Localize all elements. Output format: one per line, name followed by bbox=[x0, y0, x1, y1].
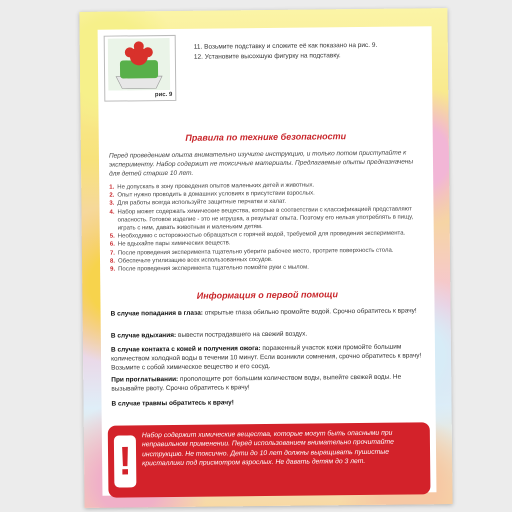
warning-text: Набор содержит химические вещества, которые могут быть опасными при неправильном применении. Перед использованием внимательно прочитайте инструкцию. Не токсично. Дети до 10 лет должны выращивать пушистые кристаллики под присмотром взрослых. Не давать детям до 3 лет. bbox=[141, 429, 394, 468]
first-aid-text: вывести пострадавшего на свежий воздух. bbox=[177, 330, 308, 339]
assembly-steps bbox=[194, 41, 378, 63]
rule-text: Необходимо с осторожностью обращаться с горячей водой, требуемой для проведения эксперимента. bbox=[117, 230, 406, 240]
first-aid-text: открытые глаза обильно промойте водой. Срочно обратитесь к врачу! bbox=[204, 307, 417, 317]
warning-box bbox=[108, 422, 431, 497]
rule-text: Не вдыхайте пары химических веществ. bbox=[117, 240, 231, 248]
rule-number: 9. bbox=[110, 266, 116, 273]
rule-number: 5. bbox=[109, 233, 115, 240]
first-aid-skin bbox=[111, 342, 425, 372]
safety-rule bbox=[109, 205, 423, 233]
rule-number: 6. bbox=[109, 242, 115, 249]
first-aid-lead: В случае травмы обратитесь к врачу! bbox=[111, 399, 234, 408]
first-aid-title: Информация о первой помощи bbox=[196, 289, 339, 301]
rule-text: Для работы всегда используйте защитные перчатки и халат. bbox=[117, 199, 287, 207]
safety-intro: Перед проведением опыта внимательно изучите инструкцию, и только потом приступайте к эксперименту. Набор содержит не токсичные материалы. Предлагаемые опыты предназначены для детей старше 10 лет. bbox=[108, 149, 414, 178]
safety-rules-list bbox=[109, 180, 424, 274]
first-aid-lead: В случае попадания в глаза: bbox=[110, 309, 204, 318]
first-aid-text: пораженный участок кожи промойте большим количеством холодной воды в течении 10 минут. Если возникли сомнения, срочно обратитесь к врачу! Возьмите с собой химическое вещество и его сосуд. bbox=[111, 343, 422, 372]
leaflet-content bbox=[98, 26, 437, 495]
step-12: 12. Установите высохшую фигурку на подставку. bbox=[193, 52, 341, 61]
first-aid-lead: В случае вдыхания: bbox=[110, 331, 177, 340]
rule-text: Не допускать в зону проведения опытов маленьких детей и животных. bbox=[117, 182, 315, 191]
rule-text: Набор может содержать химические вещества, которые в соответствии с классификацией представляют опасность. Готовое изделие - это не игрушка, а результат опыта. Поэтому его нельзя употреблять в пищу, играть с ним, давать животным и маленьким детям. bbox=[117, 206, 414, 232]
rule-text: Опыт нужно проводить в домашних условиях в присутствии взрослых. bbox=[117, 190, 315, 199]
first-aid-lead: В случае контакта с кожей и получения ожога: bbox=[110, 345, 261, 354]
first-aid-text: прополощите рот большим количеством воды, выпейте свежей воды. Не вызывайте рвоту. Срочно обратитесь к врачу! bbox=[111, 373, 402, 393]
first-aid-inhalation bbox=[111, 328, 425, 340]
first-aid-swallowing bbox=[111, 372, 425, 393]
first-aid-lead: При проглатывании: bbox=[111, 375, 179, 384]
first-aid-eyes bbox=[111, 306, 425, 318]
rule-number: 3. bbox=[109, 200, 115, 208]
rule-text: После проведения эксперимента тщательно помойте руки с мылом. bbox=[118, 264, 309, 273]
figure-caption: рис. 9 bbox=[154, 91, 173, 99]
first-aid-injury bbox=[111, 396, 425, 408]
figure-9 bbox=[104, 35, 177, 102]
exclamation-icon: ! bbox=[114, 435, 137, 487]
safety-title: Правила по технике безопасности bbox=[185, 131, 347, 143]
rule-text: Обеспечьте утилизацию всех использованных сосудов. bbox=[117, 256, 273, 265]
crystal-figure-illustration bbox=[108, 38, 171, 91]
rule-number: 8. bbox=[109, 258, 116, 265]
rule-number: 4. bbox=[109, 209, 115, 216]
rule-number: 1. bbox=[109, 184, 115, 191]
rule-number: 7. bbox=[109, 250, 115, 257]
instruction-leaflet bbox=[79, 8, 452, 508]
rule-text: После проведения эксперимента тщательно уберите рабочее место, протрите поверхность стола. bbox=[117, 247, 394, 257]
step-11: 11. Возьмите подставку и сложите её как показано на рис. 9. bbox=[193, 41, 378, 51]
rule-number: 2. bbox=[109, 192, 115, 199]
